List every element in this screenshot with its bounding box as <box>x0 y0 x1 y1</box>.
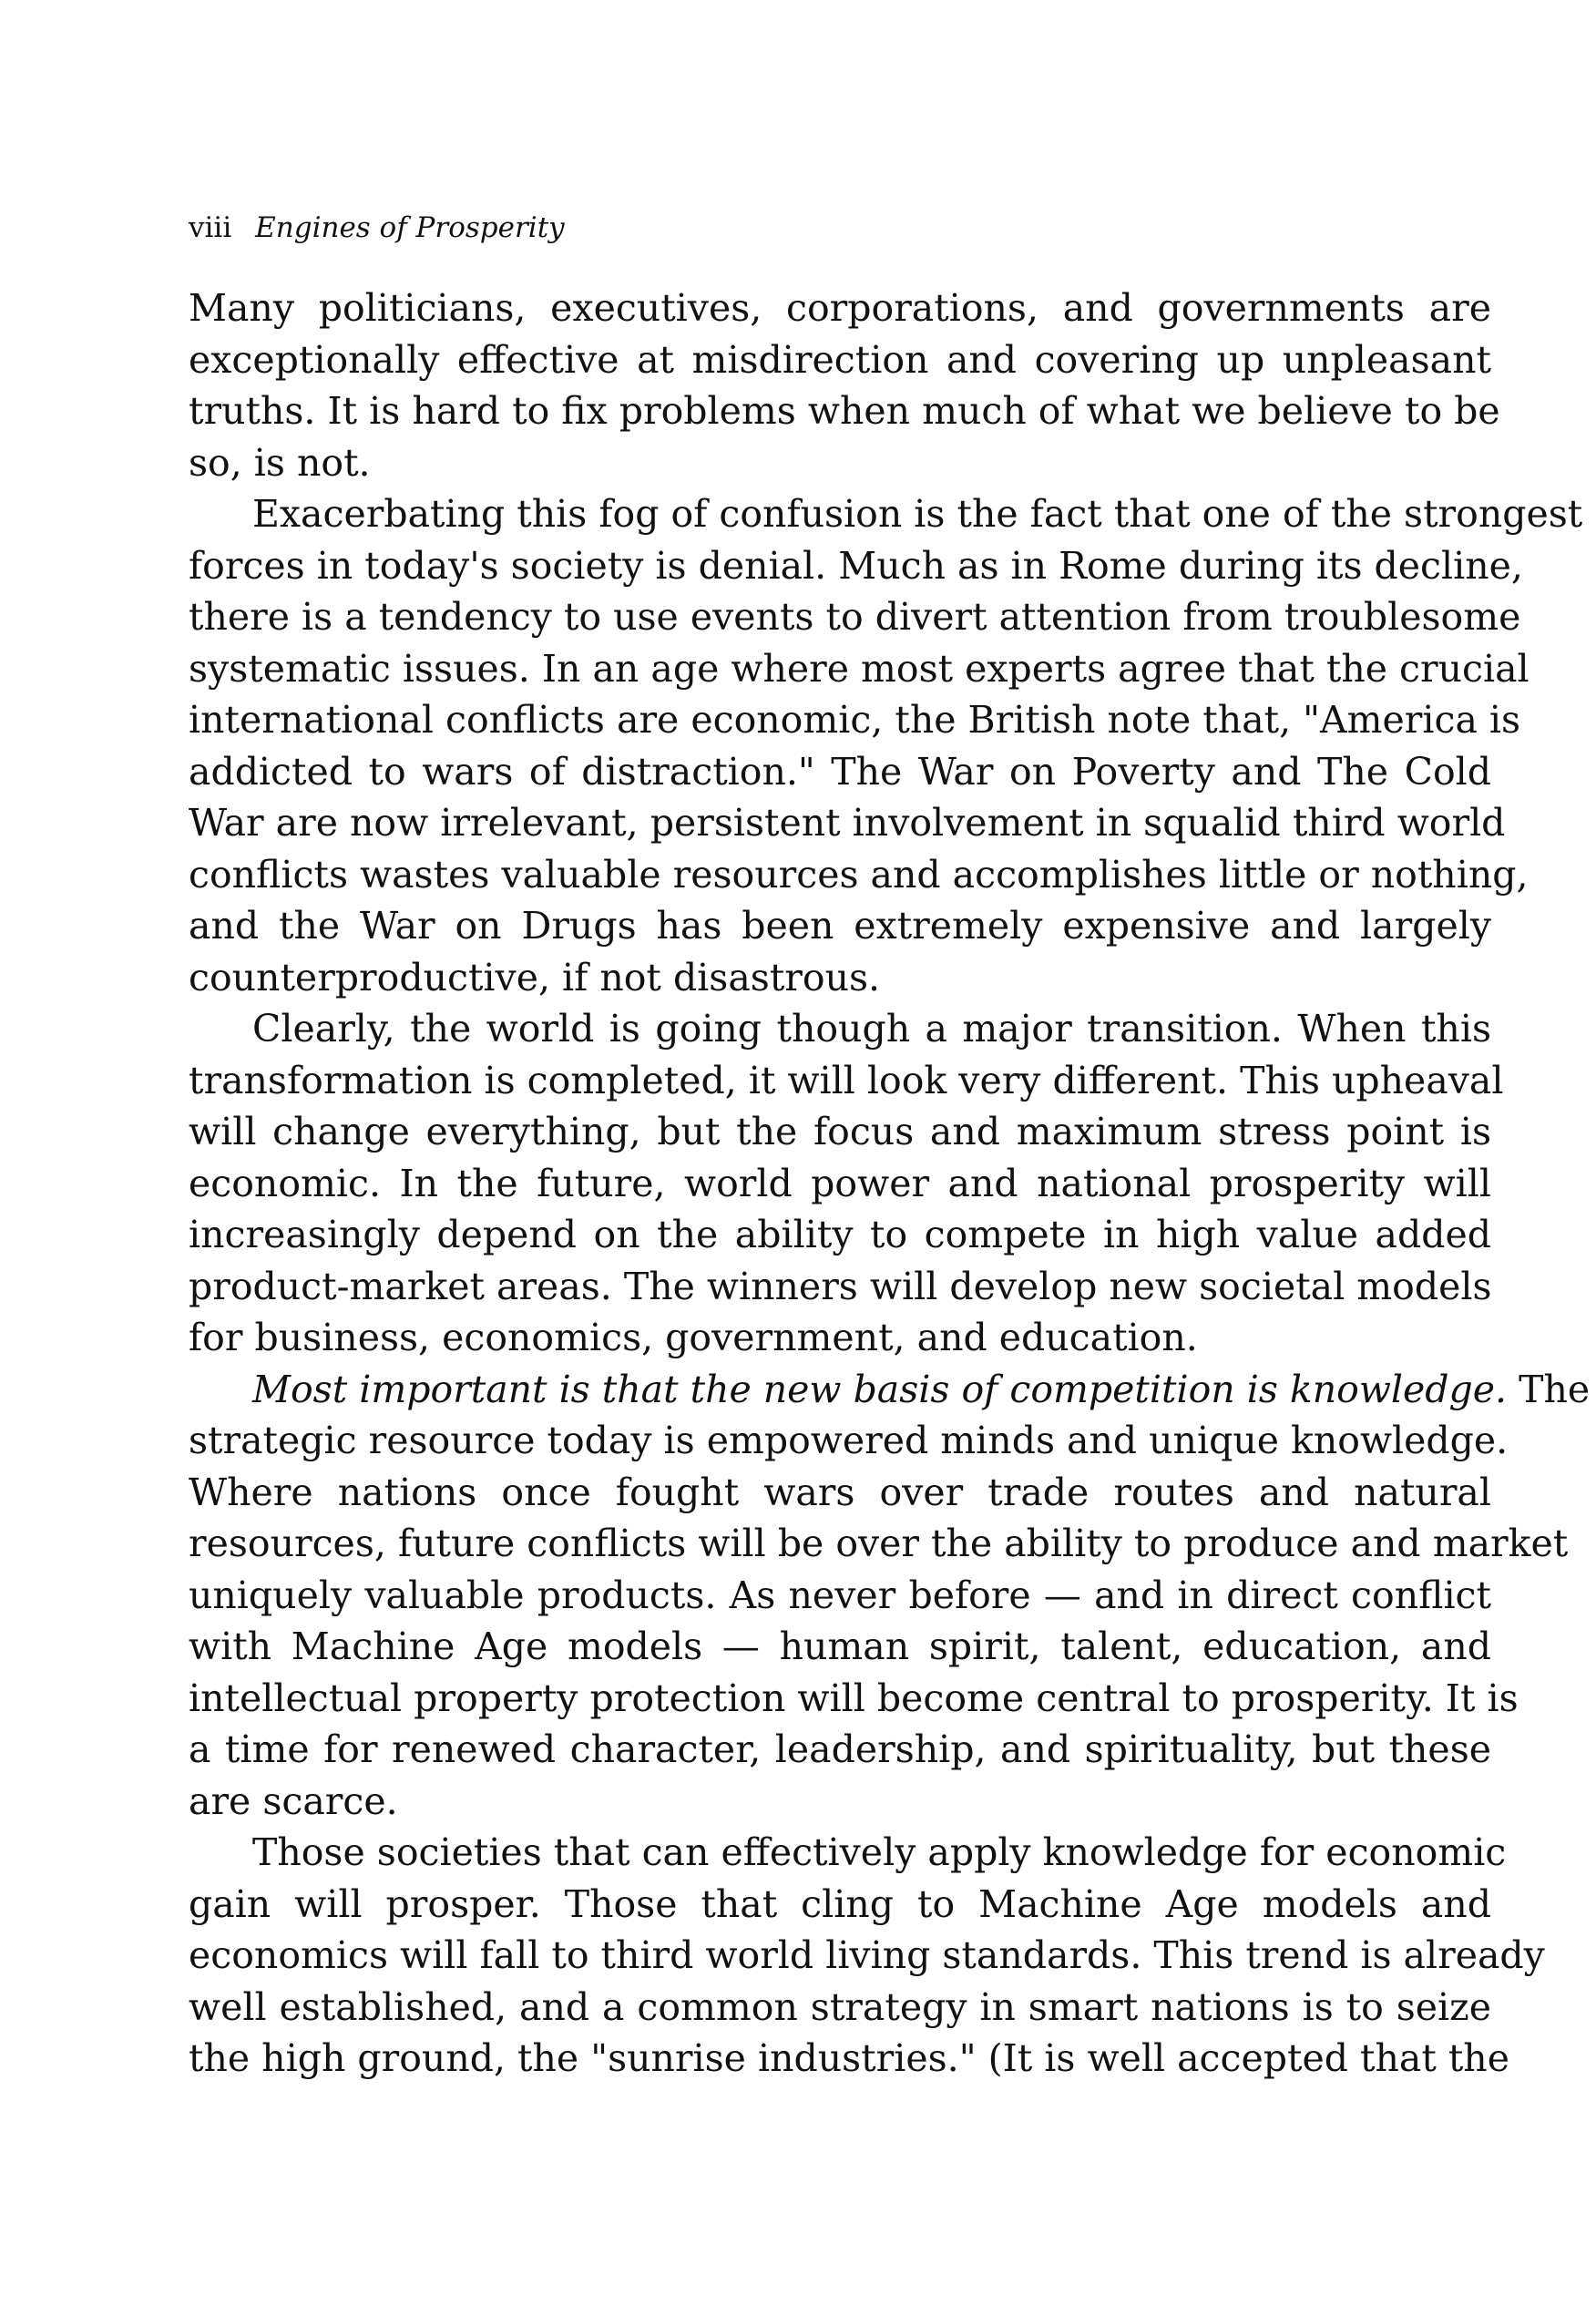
text-line: and the War on Drugs has been extremely expensive and largely <box>189 904 1491 948</box>
page-number: viii <box>189 211 232 244</box>
book-title: Engines of Prosperity <box>255 211 565 244</box>
paragraph-2 <box>189 488 1583 1003</box>
running-head <box>189 210 1491 246</box>
text-line: Clearly, the world is going though a major transition. When this <box>252 1007 1491 1051</box>
text-line: exceptionally effective at misdirection and covering up unpleasant <box>189 337 1491 382</box>
text-line: gain will prosper. Those that cling to Machine Age models and <box>189 1881 1491 1926</box>
paragraph-1 <box>189 282 1500 488</box>
paragraph-4 <box>189 1364 1591 1828</box>
text-line: counterproductive, if not disastrous. <box>189 955 881 999</box>
text-line <box>189 1364 1591 1416</box>
text-line: Many politicians, executives, corporations, and governments are <box>189 286 1491 330</box>
text-line: economics will fall to third world living standards. This trend is already <box>189 1933 1545 1977</box>
text-line: with Machine Age models — human spirit, talent, education, and <box>189 1624 1491 1668</box>
text-line: forces in today's society is denial. Much as in Rome during its decline, <box>189 543 1523 588</box>
text-line: uniquely valuable products. As never before — and in direct conflict <box>189 1573 1491 1617</box>
italic-lead: Most important is that the new basis of competition is knowledge. <box>252 1367 1508 1411</box>
text-line: are scarce. <box>189 1778 398 1823</box>
text-line: conflicts wastes valuable resources and accomplishes little or nothing, <box>189 852 1529 897</box>
text-line: international conflicts are economic, the British note that, "America is <box>189 698 1521 742</box>
text-line: the high ground, the "sunrise industries." (It is well accepted that the <box>189 2036 1509 2080</box>
text-line: product-market areas. The winners will develop new societal models <box>189 1264 1492 1308</box>
text-line: Those societies that can effectively apply knowledge for economic <box>252 1830 1507 1874</box>
text-line: increasingly depend on the ability to compete in high value added <box>189 1213 1491 1256</box>
text-line: there is a tendency to use events to divert attention from troublesome <box>189 595 1521 639</box>
paragraph-5 <box>189 1827 1545 2085</box>
text-line: addicted to wars of distraction." The War on Poverty and The Cold <box>189 749 1491 794</box>
text-fragment: The <box>1507 1367 1591 1411</box>
text-line: economic. In the future, world power and national prosperity will <box>189 1161 1491 1205</box>
text-line: transformation is completed, it will look very different. This upheaval <box>189 1058 1504 1102</box>
text-line: a time for renewed character, leadership, and spirituality, but these <box>189 1727 1491 1771</box>
text-line: strategic resource today is empowered minds and unique knowledge. <box>189 1419 1509 1462</box>
text-line: for business, economics, government, and education. <box>189 1316 1198 1359</box>
text-line: Exacerbating this fog of confusion is the fact that one of the strongest <box>252 492 1583 536</box>
book-page <box>189 210 1591 2085</box>
text-line: resources, future conflicts will be over the ability to produce and market <box>189 1522 1569 1565</box>
text-line: truths. It is hard to fix problems when much of what we believe to be <box>189 389 1500 433</box>
text-line: systematic issues. In an age where most experts agree that the crucial <box>189 646 1530 691</box>
text-line: will change everything, but the focus and maximum stress point is <box>189 1110 1491 1153</box>
text-line: so, is not. <box>189 440 371 485</box>
text-line: Where nations once fought wars over trade routes and natural <box>189 1470 1491 1514</box>
text-line: intellectual property protection will become central to prosperity. It is <box>189 1676 1519 1720</box>
text-line: War are now irrelevant, persistent involvement in squalid third world <box>189 801 1506 845</box>
paragraph-3 <box>189 1003 1504 1364</box>
text-line: well established, and a common strategy in smart nations is to seize <box>189 1984 1491 2029</box>
